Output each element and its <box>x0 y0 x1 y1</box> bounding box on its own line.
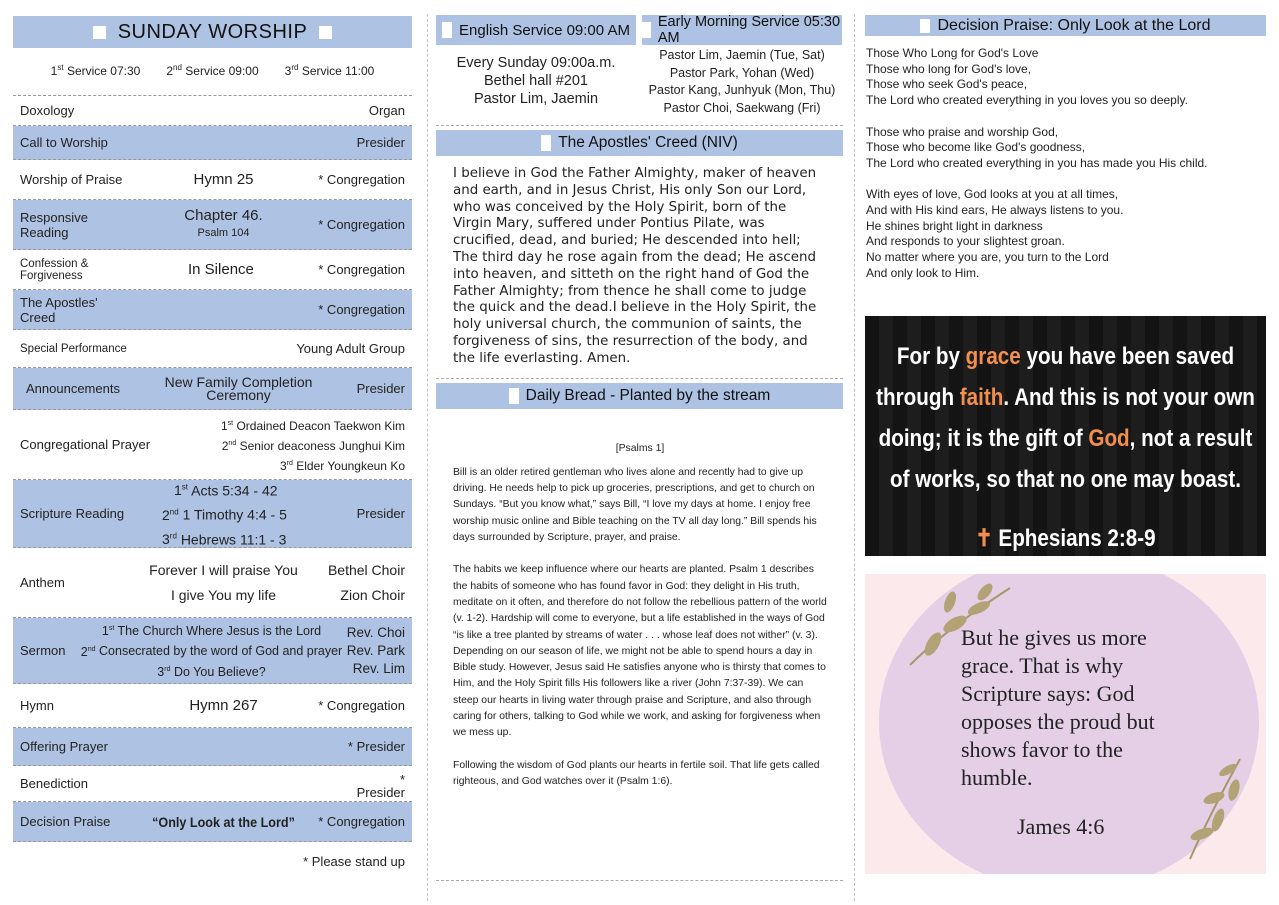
order-row-praise <box>13 160 412 200</box>
verse-text: But he gives us more grace. That is why Scripture says: God opposes the proud but shows favor to the humble. <box>961 625 1155 790</box>
order-row-doxology <box>13 96 412 126</box>
lyrics-stanza-1: Those Who Long for God's Love Those who long for God's love, Those who seek God's peace, The Lord who created everything in you loves you so deeply. <box>866 46 1188 108</box>
row-right: * Presider <box>347 739 405 754</box>
square-icon <box>509 388 519 404</box>
row-right: Presider <box>356 506 405 521</box>
right-column <box>865 0 1266 905</box>
leaf-branch-icon <box>1180 754 1260 864</box>
order-row-creed <box>13 290 412 330</box>
square-icon <box>642 22 651 38</box>
row-mid: Hymn 267 <box>189 697 258 714</box>
daily-bread-paragraph-1: Bill is an older retired gentleman who lives alone and recently had to give up driving. He needs help to pick up groceries, prescriptions, and get to church on Sundays. “But you know what,” says Bill, “I love my days at home. I enjoy free worship music online and Bible teaching on the TV all day long.” Bill spends his days surrounded by Scripture, prayer, and praise. <box>453 466 817 544</box>
row-mid: 1st The Church Where Jesus is the Lord 2nd Consecrated by the word of God and prayer 3rd Do You Believe? <box>80 624 343 679</box>
service-time-3: 3rd Service 11:00 <box>284 63 375 78</box>
row-mid: 1st Ordained Deacon Taekwon Kim 2nd Senior deaconess Junghui Kim 3rd Elder Youngkeun Ko <box>220 418 405 473</box>
row-right: * Congregation <box>318 217 405 232</box>
order-list <box>13 95 412 842</box>
order-row-call <box>13 126 412 160</box>
square-icon <box>93 26 106 39</box>
verse-card-james <box>865 574 1266 874</box>
row-label: The Apostles' Creed <box>20 294 98 325</box>
row-mid: Chapter 46. Psalm 104 <box>184 207 263 239</box>
row-right: * Congregation <box>318 698 405 713</box>
row-right: Presider <box>356 135 405 150</box>
square-icon <box>319 26 332 39</box>
row-label: Special Performance <box>20 342 127 355</box>
verse-line-2: through faith. And this is not your own <box>876 384 1255 411</box>
row-label: Announcements <box>26 381 120 396</box>
order-row-announcements <box>13 368 412 410</box>
service-times <box>13 63 412 85</box>
stand-note: * Please stand up <box>303 854 405 869</box>
row-label: Doxology <box>20 103 75 118</box>
order-row-scripture <box>13 480 412 548</box>
order-row-decision <box>13 802 412 842</box>
row-mid: “Only Look at the Lord” <box>152 813 295 830</box>
row-label: Responsive Reading <box>20 209 88 240</box>
order-row-anthem <box>13 548 412 618</box>
row-right: * Congregation <box>318 814 405 829</box>
daily-bread-title: Daily Bread - Planted by the stream <box>436 383 843 409</box>
row-label: Worship of Praise <box>20 172 123 187</box>
daily-bread-paragraph-2: The habits we keep influence where our hearts are planted. Psalm 1 describes the habits of someone who has found favor in God: they delight in His truth, meditate on it often, and therefore do not follow the rebellious pattern of the world (v. 1-2). Hardship will come to everyone, but a life established in the ways of God “is like a tree planted by streams of water . . . whose leaf does not wither” (v. 3). Depending on our season of life, we might not be able to spend hours a day in Bible study. However, Jesus said He satisfies anyone who is thirsty that comes to Him, and the Holy Spirit fills His followers like a river (John 7:37-39). We can steep our hearts in living water through praise and Scripture, and also through caring for others, talking to God while we work, and asking for forgiveness when we mess up. <box>453 564 827 739</box>
row-right: Young Adult Group <box>296 341 405 356</box>
verse-card-ephesians <box>865 316 1266 556</box>
row-label: Decision Praise <box>20 814 111 829</box>
daily-bread-text <box>436 441 843 791</box>
page-title: SUNDAY WORSHIP <box>117 20 308 43</box>
row-label: Hymn <box>20 698 54 713</box>
page-title-bar <box>13 16 412 48</box>
row-mid: Forever I will praise You I give You my life <box>149 561 298 603</box>
english-service-title: English Service 09:00 AM <box>436 15 636 45</box>
verse-reference: ✝ Ephesians 2:8-9 <box>975 525 1156 552</box>
order-row-reading <box>13 200 412 250</box>
decision-praise-title: Decision Praise: Only Look at the Lord <box>865 15 1266 36</box>
early-service-title: Early Morning Service 05:30 AM <box>642 15 842 45</box>
row-mid: Hymn 25 <box>193 171 254 188</box>
row-mid: 1st Acts 5:34 - 42 2nd 1 Timothy 4:4 - 5 3rd Hebrews 11:1 - 3 <box>162 482 287 548</box>
service-info <box>436 15 843 117</box>
lyrics-stanza-3: With eyes of love, God looks at you at all times, And with His kind ears, He always listens to you. He shines bright light in darkness And responds to your slightest groan. No matter where you are, you turn to the Lord And only look to Him. <box>866 187 1124 280</box>
english-service-box <box>436 15 636 117</box>
order-of-worship-column <box>13 0 412 905</box>
order-row-benediction <box>13 766 412 802</box>
row-right: * Presider <box>356 771 405 800</box>
creed-text: I believe in God the Father Almighty, maker of heaven and earth, and in Jesus Christ, His only Son our Lord, who was conceived by the Holy Spirit, born of the Virgin Mary, suffered under Pontius Pilate, was crucified, dead, and buried; He descended into hell; The third day he rose again from the dead; He ascend into heaven, and sitteth on the right hand of God the Father Almighty; from thence he shall come to judge the quick and the dead.I believe in the Holy Spirit, the holy universal church, the communion of saints, the forgiveness of sins, the resurrection of the body, and the life everlasting. Amen. <box>453 166 817 366</box>
row-label: Anthem <box>20 575 65 590</box>
service-time-2: 2nd Service 09:00 <box>166 63 259 78</box>
early-service-box <box>642 15 842 117</box>
creed-title: The Apostles' Creed (NIV) <box>436 130 843 156</box>
row-label: Sermon <box>20 643 66 658</box>
order-row-sermon <box>13 618 412 684</box>
decision-praise-lyrics <box>865 36 1266 282</box>
cross-icon: ✝ <box>975 525 993 552</box>
order-row-confession <box>13 250 412 290</box>
daily-bread-paragraph-3: Following the wisdom of God plants our hearts in fertile soil. That life gets called righteous, and God watches over it (Psalm 1:6). <box>453 759 820 787</box>
row-label: Offering Prayer <box>20 739 108 754</box>
row-right: * Congregation <box>318 172 405 187</box>
verse-line-4: of works, so that no one may boast. <box>890 466 1241 493</box>
row-right: Bethel Choir Zion Choir <box>327 561 405 603</box>
row-right: * Congregation <box>318 262 405 277</box>
row-label: Benediction <box>20 776 88 791</box>
square-icon <box>541 135 551 151</box>
order-row-hymn <box>13 684 412 728</box>
row-label: Congregational Prayer <box>20 437 151 452</box>
lyrics-stanza-2: Those who praise and worship God, Those who become like God's goodness, The Lord who created everything in you has made you His child. <box>866 124 1208 170</box>
row-label: Confession & Forgiveness <box>20 257 89 282</box>
middle-column <box>436 0 843 905</box>
verse-reference: James 4:6 <box>1017 814 1105 839</box>
service-time-1: 1st Service 07:30 <box>50 63 141 78</box>
row-mid: In Silence <box>188 261 254 278</box>
order-row-prayer <box>13 410 412 480</box>
early-service-details: Pastor Lim, Jaemin (Tue, Sat) Pastor Park, Yohan (Wed) Pastor Kang, Junhyuk (Mon, Thu) Pastor Choi, Saekwang (Fri) <box>648 48 836 115</box>
row-right: Rev. Choi Rev. Park Rev. Lim <box>346 624 405 676</box>
daily-bread-ref: [Psalms 1] <box>615 442 665 454</box>
square-icon <box>920 19 930 33</box>
verse-line-1: For by grace you have been saved <box>896 343 1235 370</box>
order-row-offering <box>13 728 412 766</box>
square-icon <box>442 22 452 38</box>
row-mid: New Family Completion Ceremony <box>164 373 313 403</box>
row-right: * Congregation <box>318 302 405 317</box>
row-label: Call to Worship <box>20 135 108 150</box>
row-right: Presider <box>356 381 405 396</box>
verse-line-3: doing; it is the gift of God, not a result <box>878 425 1253 452</box>
order-row-special <box>13 330 412 368</box>
english-service-details: Every Sunday 09:00a.m. Bethel hall #201 Pastor Lim, Jaemin <box>456 55 616 107</box>
row-label: Scripture Reading <box>20 506 125 521</box>
row-right: Organ <box>368 103 405 118</box>
